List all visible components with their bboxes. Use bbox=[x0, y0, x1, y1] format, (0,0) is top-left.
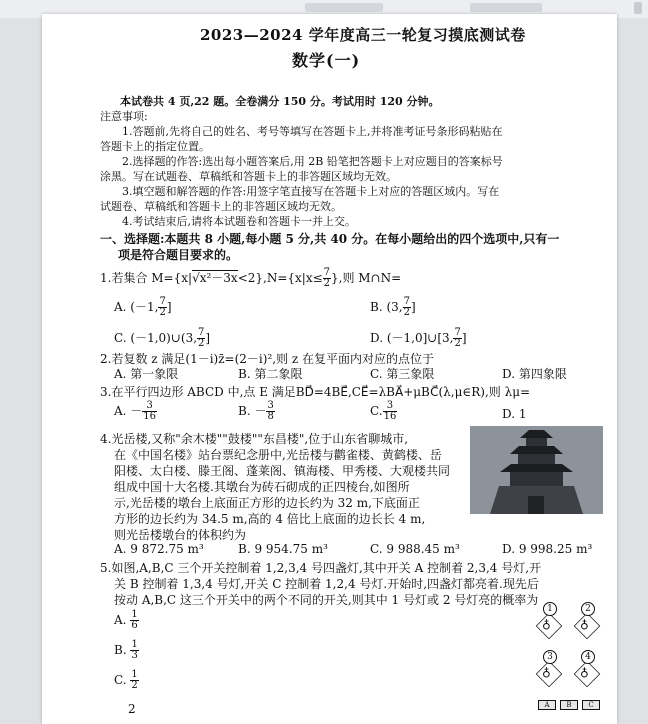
q5-option-b: B. $\frac{1}{3}$ bbox=[114, 639, 138, 661]
q4-line-2: 在《中国名楼》站台票纪念册中,光岳楼与鹳雀楼、黄鹤楼、岳 bbox=[114, 448, 442, 462]
q1-option-c: C. (－1,0)∪(3, $\frac{7}{2}$ ] bbox=[114, 327, 211, 349]
q2-option-a: A. 第一象限 bbox=[114, 367, 179, 381]
q4-option-d: D. 9 998.25 m³ bbox=[502, 542, 593, 556]
notice-label: 注意事项: bbox=[100, 110, 148, 123]
q4-line-6: 方形的边长约为 34.5 m,高的 4 倍比上底面的边长长 4 m, bbox=[114, 512, 426, 526]
q3-option-c: C. $\frac{3}{16}$ bbox=[370, 400, 397, 422]
q5-line-3: 按动 A,B,C 这三个开关中的两个不同的开关,则其中 1 号灯或 2 号灯亮的概率为 bbox=[114, 593, 539, 607]
q3-option-b: B. － $\frac{3}{8}$ bbox=[238, 400, 274, 422]
q5-option-d-partial: 2 bbox=[128, 702, 136, 716]
question-2-stem: 2.若复数 z 满足(1－i)z̄=(2－i)²,则 z 在复平面内对应的点位于 bbox=[100, 352, 435, 366]
lamp-2: ♁ 2 bbox=[574, 609, 600, 637]
q1-option-b: B. (3, $\frac{7}{2}$ ] bbox=[370, 296, 416, 318]
q2-option-b: B. 第二象限 bbox=[238, 367, 303, 381]
toolbar-tab[interactable] bbox=[470, 3, 542, 12]
page-title: 2023—2024 学年度高三一轮复习摸底测试卷 bbox=[200, 26, 526, 44]
notice-1b: 答题卡上的指定位置。 bbox=[100, 140, 210, 153]
question-1-stem: 1.若集合 M={x|√x²－3x<2},N={x|x≤ $\frac{7}{2}$ },则 M∩N= bbox=[100, 267, 402, 289]
q1-option-d: D. (－1,0]∪[3, $\frac{7}{2}$ ] bbox=[370, 327, 467, 349]
q4-option-c: C. 9 988.45 m³ bbox=[370, 542, 460, 556]
switch-a: A bbox=[538, 700, 556, 710]
toolbar-tab[interactable] bbox=[305, 3, 383, 12]
guangyue-tower-photo bbox=[470, 426, 603, 514]
lamp-4: ♁ 4 bbox=[574, 657, 600, 685]
intro-line: 本试卷共 4 页,22 题。全卷满分 150 分。考试用时 120 分钟。 bbox=[120, 95, 440, 108]
q2-option-d: D. 第四象限 bbox=[502, 367, 567, 381]
q5-option-c: C. $\frac{1}{2}$ bbox=[114, 669, 138, 691]
bulb-icon: ♁ bbox=[542, 617, 551, 631]
scroll-handle[interactable] bbox=[634, 2, 642, 14]
q1-option-a: A. (－1, $\frac{7}{2}$ ] bbox=[114, 296, 172, 318]
page-subtitle: 数学(一) bbox=[292, 51, 361, 70]
q2-option-c: C. 第三象限 bbox=[370, 367, 435, 381]
notice-3b: 试题卷、草稿纸和答题卡上的非答题区域均无效。 bbox=[100, 200, 342, 213]
q5-line-1: 5.如图,A,B,C 三个开关控制着 1,2,3,4 号四盏灯,其中开关 A 控制着 2,3,4 号灯,开 bbox=[100, 561, 542, 575]
switch-b: B bbox=[560, 700, 578, 710]
q4-option-b: B. 9 954.75 m³ bbox=[238, 542, 328, 556]
switch-row bbox=[538, 692, 604, 711]
tower-illustration bbox=[470, 426, 603, 514]
bulb-icon: ♁ bbox=[580, 617, 589, 631]
notice-2b: 涂黑。写在试题卷、草稿纸和答题卡上的非答题区域均无效。 bbox=[100, 170, 397, 183]
q4-line-3: 阳楼、太白楼、滕王阁、蓬莱阁、镇海楼、甲秀楼、大观楼共同 bbox=[114, 464, 451, 478]
notice-1a: 1.答题前,先将自己的姓名、考号等填写在答题卡上,并将准考证号条形码粘贴在 bbox=[122, 125, 503, 138]
q4-line-1: 4.光岳楼,又称"余木楼""鼓楼""东昌楼",位于山东省聊城市, bbox=[100, 432, 409, 446]
section-heading: 一、选择题:本题共 8 小题,每小题 5 分,共 40 分。在每小题给出的四个选项中,只有一 bbox=[100, 232, 560, 246]
notice-3a: 3.填空题和解答题的作答:用签字笔直接写在答题卡上对应的答题区域内。写在 bbox=[122, 185, 500, 198]
lamp-1: ♁ 1 bbox=[536, 609, 562, 637]
q4-option-a: A. 9 872.75 m³ bbox=[114, 542, 204, 556]
q3-option-d: D. 1 bbox=[502, 407, 527, 421]
switch-c: C bbox=[582, 700, 600, 710]
bulb-icon: ♁ bbox=[542, 665, 551, 679]
section-heading-cont: 项是符合题目要求的。 bbox=[118, 248, 239, 262]
bulb-icon: ♁ bbox=[580, 665, 589, 679]
document-page bbox=[42, 14, 617, 724]
q4-line-7: 则光岳楼墩台的体积约为 bbox=[114, 528, 247, 542]
q5-option-a: A. $\frac{1}{6}$ bbox=[114, 609, 138, 631]
q3-option-a: A. － $\frac{3}{16}$ bbox=[114, 400, 157, 422]
q4-line-5: 示,光岳楼的墩台上底面正方形的边长约为 32 m,下底面正 bbox=[114, 496, 420, 510]
lamp-3: ♁ 3 bbox=[536, 657, 562, 685]
question-3-stem: 3.在平行四边形 ABCD 中,点 E 满足BD⃗=4BE⃗,CE⃗=λBA⃗+μBC⃗(λ,μ∈R),则 λμ= bbox=[100, 385, 531, 399]
notice-2a: 2.选择题的作答:选出每小题答案后,用 2B 铅笔把答题卡上对应题目的答案标号 bbox=[122, 155, 503, 168]
q5-line-2: 关 B 控制着 1,3,4 号灯,开关 C 控制着 1,2,4 号灯.开始时,四盏灯都亮着.现先后 bbox=[114, 577, 539, 591]
q4-line-4: 组成中国十大名楼.其墩台为砖石砌成的正四棱台,如图所 bbox=[114, 480, 410, 494]
notice-4: 4.考试结束后,请将本试题卷和答题卡一并上交。 bbox=[122, 215, 356, 228]
